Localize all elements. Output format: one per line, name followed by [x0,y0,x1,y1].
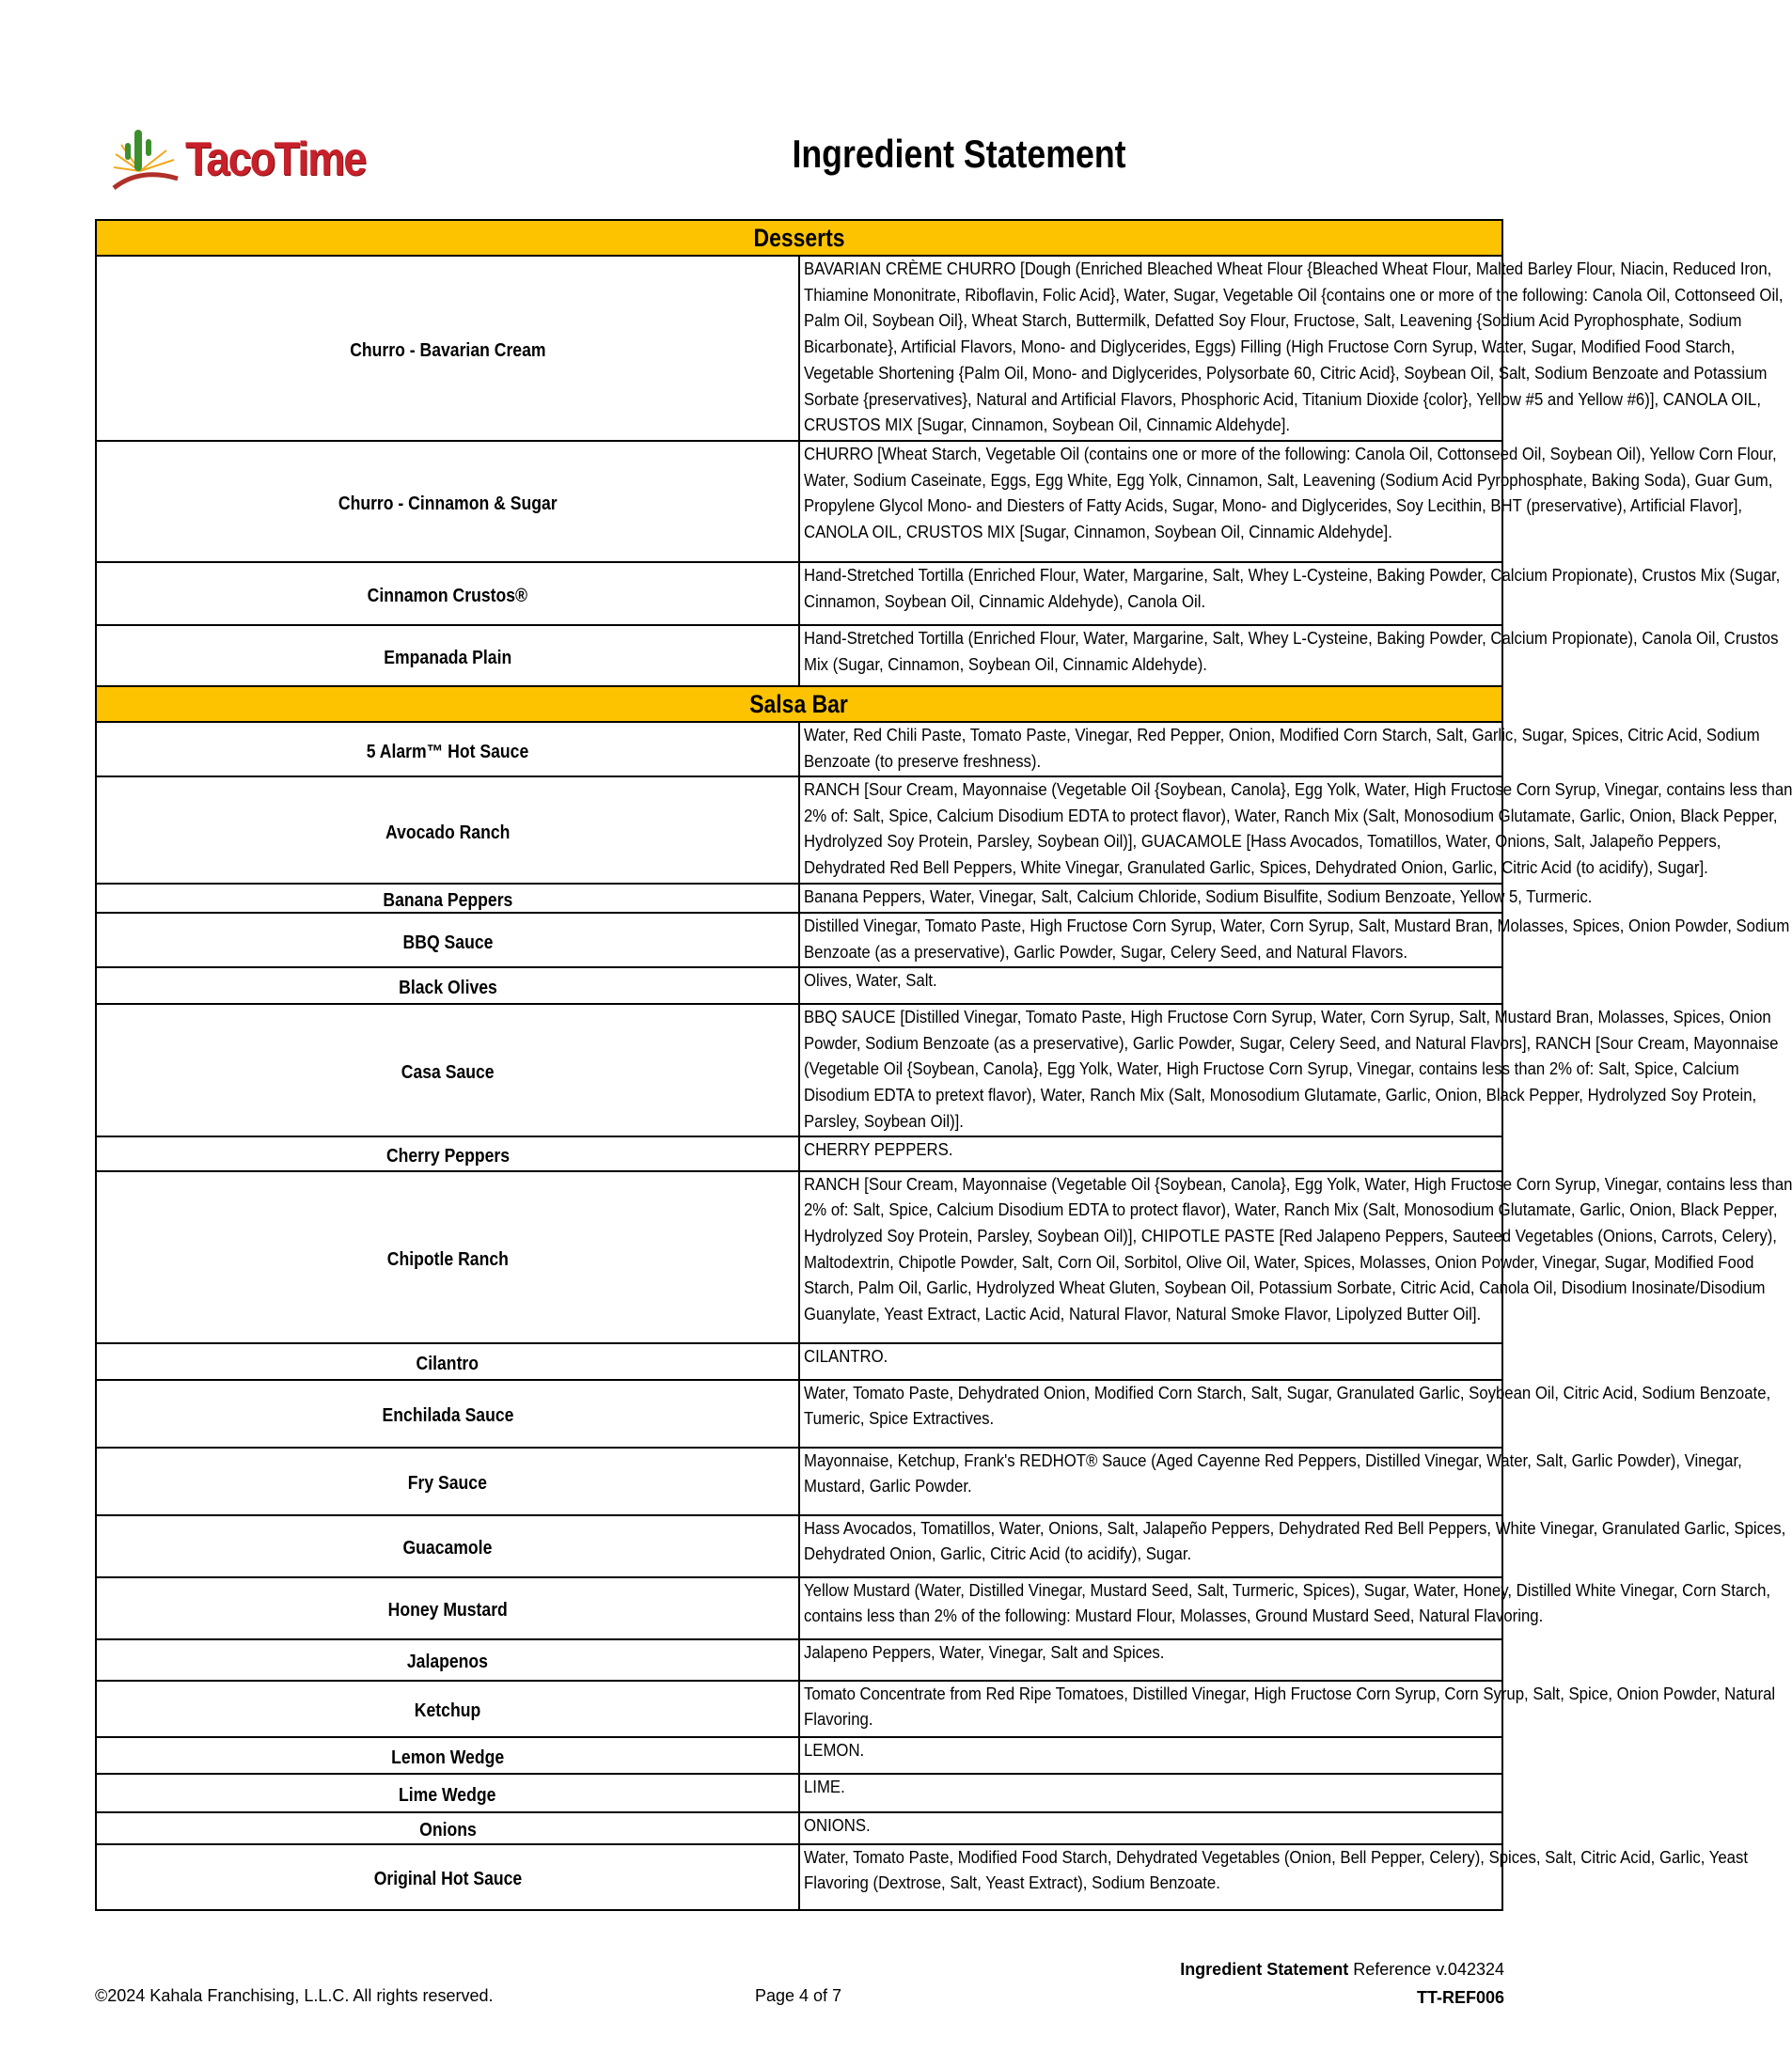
ingredients-line: Yellow Mustard (Water, Distilled Vinegar, Mustard Seed, Salt, Turmeric, Spices), Sugar, Water, Honey, Distilled White Vinegar, Corn Starch, [804,1580,1771,1600]
ingredients-line: CHURRO [Wheat Starch, Vegetable Oil (contains one or more of the following: Canola Oil, Cottonseed Oil, Soybean Oil), Yellow Corn Flour, [804,445,1777,463]
item-name: Cilantro [416,1353,479,1374]
reference-version: Reference v.042324 [1348,1960,1504,1979]
table-row [96,884,1502,913]
table-row [96,1171,1502,1343]
ingredients-line: Hass Avocados, Tomatillos, Water, Onions, Salt, Jalapeño Peppers, Dehydrated Red Bell Peppers, White Vinegar, Granulated Garlic, Spices, [804,1518,1786,1538]
ingredients-cell [799,722,1760,776]
ingredients-cell [799,1171,1792,1343]
table-row [96,1681,1502,1737]
table-row [96,625,1502,686]
item-name-cell [96,1343,799,1380]
ingredients-line: BAVARIAN CRÈME CHURRO [Dough (Enriched Bleached Wheat Flour {Bleached Wheat Flour, Malted Barley Flour, Niacin, Reduced Iron, [804,259,1772,278]
logo-text: TacoTime [185,133,366,185]
table-row [96,722,1502,776]
item-name-cell [96,1136,799,1171]
ingredients-line: RANCH [Sour Cream, Mayonnaise (Vegetable Oil {Soybean, Canola}, Egg Yolk, Water, High Fructose Corn Syrup, Vinegar, contains less than [804,1174,1792,1194]
ingredients-line: Dehydrated Onion, Garlic, Citric Acid (to acidify), Sugar. [804,1544,1192,1564]
ingredients-line: Disodium EDTA to pretext flavor), Water, Ranch Mix (Salt, Monosodium Glutamate, Garlic, Onion, Black Pepper, Hydrolyzed Soy Protein, [804,1086,1757,1105]
table-row [96,1448,1502,1515]
section-header [96,686,1502,722]
ingredients-cell [799,1812,1502,1844]
table-row [96,967,1502,1004]
ingredients-line: Dehydrated Red Bell Peppers, White Vinegar, Granulated Garlic, Spices, Dehydrated Onion, Garlic, Citric Acid (to acidify), Sugar]. [804,858,1708,878]
item-name: Black Olives [398,978,497,998]
ingredients-cell [799,1380,1771,1448]
table-row [96,1774,1502,1812]
ingredients-line: CANOLA OIL, CRUSTOS MIX [Sugar, Cinnamon, Soybean Oil, Cinnamic Aldehyde]. [804,523,1392,542]
reference-line [1180,1960,1504,1980]
item-name-cell [96,1171,799,1343]
ingredients-cell [799,562,1781,625]
section-header [96,220,1502,256]
ingredients-line: ONIONS. [804,1815,871,1835]
ingredients-line: Water, Tomato Paste, Dehydrated Onion, Modified Corn Starch, Salt, Sugar, Granulated Garlic, Soybean Oil, Citric Acid, Sodium Benzoate, [804,1383,1771,1402]
ingredients-cell [799,1343,1502,1380]
item-name-cell [96,1844,799,1910]
table-row [96,913,1502,967]
ingredients-line: Starch, Palm Oil, Garlic, Hydrolyzed Wheat Gluten, Soybean Oil, Potassium Sorbate, Citric Acid, Canola Oil, Disodium Inosinate/Disodium [804,1278,1766,1298]
ingredients-line: LIME. [804,1777,845,1796]
table-row [96,1136,1502,1171]
ingredients-line: Olives, Water, Salt. [804,971,937,990]
item-name: Cherry Peppers [385,1145,510,1167]
ingredients-cell [799,884,1593,913]
item-name: Enchilada Sauce [382,1405,513,1427]
item-name: Jalapenos [406,1652,489,1673]
ingredients-cell [799,1639,1502,1681]
ingredients-line: Flavoring. [804,1710,873,1730]
ingredients-cell [799,1774,1502,1812]
tacotime-logo [112,126,394,190]
ingredients-line: Tumeric, Spice Extractives. [804,1409,995,1429]
ingredients-line: LEMON. [804,1740,865,1760]
ingredients-cell [799,256,1784,441]
ingredients-line: Mustard, Garlic Powder. [804,1477,972,1496]
table-row [96,1515,1502,1577]
table-row [96,1004,1502,1136]
item-name: Original Hot Sauce [373,1869,522,1890]
table-row [96,776,1502,884]
ingredients-line: Hand-Stretched Tortilla (Enriched Flour, Water, Margarine, Salt, Whey L-Cysteine, Baking Powder, Calcium Propionate), Crustos Mix (Sugar, [804,566,1781,585]
section-title: Desserts [753,223,845,252]
item-name: Casa Sauce [401,1061,495,1083]
ingredients-line: Powder, Sodium Benzoate (as a preservative), Garlic Powder, Sugar, Celery Seed, and Natural Flavors], RANCH [Sour Cream, Mayonnaise [804,1033,1779,1053]
table-row [96,562,1502,625]
ingredients-line: Distilled Vinegar, Tomato Paste, High Fructose Corn Syrup, Water, Corn Syrup, Salt, Mustard Bran, Molasses, Spices, Onion Powder, Sodium [804,916,1790,935]
table-row [96,1844,1502,1910]
page-number: Page 4 of 7 [754,1986,842,2005]
ingredients-cell [799,1844,1748,1910]
copyright: ©2024 Kahala Franchising, L.L.C. All rights reserved. [95,1986,494,2005]
ingredients-cell [799,441,1777,562]
item-name-cell [96,1004,799,1136]
section-header-cell [96,686,1502,722]
ingredients-cell [799,1004,1779,1136]
ingredients-line: Cinnamon, Soybean Oil, Cinnamic Aldehyde), Canola Oil. [804,591,1206,611]
ingredients-line: Guanylate, Yeast Extract, Lactic Acid, Natural Flavor, Natural Smoke Flavor, Lipolyzed Butter Oil]. [804,1305,1482,1324]
item-name-cell [96,1774,799,1812]
item-name: Lime Wedge [399,1784,496,1806]
item-name-cell [96,256,799,441]
ingredients-line: Sorbate {preservatives}, Natural and Artificial Flavors, Phosphoric Acid, Titanium Dioxide {color}, Yellow #5 and Yellow #6)], CANOLA OIL, [804,389,1761,409]
ingredients-line: 2% of: Salt, Spice, Calcium Disodium EDTA to protect flavor), Water, Ranch Mix (Salt, Monosodium Glutamate, Garlic, Onion, Black Pepper, [804,1200,1778,1220]
table-row [96,256,1502,441]
ingredients-line: contains less than 2% of the following: Mustard Flour, Molasses, Ground Mustard Seed, Natural Flavoring. [804,1606,1544,1626]
ingredients-cell [799,1448,1742,1515]
section-header-cell [96,220,1502,256]
ingredients-line: Water, Sodium Caseinate, Eggs, Egg White, Egg Yolk, Cinnamon, Salt, Leavening (Sodium Acid Pyrophosphate, Baking Soda), Guar Gum, [804,470,1773,490]
ingredients-line: (Vegetable Oil {Soybean, Canola}, Egg Yolk, Water, High Fructose Corn Syrup, Vinegar, contains less than 2% of: Salt, Spice, Calcium [804,1059,1739,1079]
ingredients-line: Mix (Sugar, Cinnamon, Soybean Oil, Cinnamic Aldehyde). [804,654,1207,674]
reference-bold: Ingredient Statement [1180,1960,1349,1979]
item-name: Empanada Plain [384,648,511,668]
ingredients-line: Benzoate (to preserve freshness). [804,751,1042,771]
ingredients-line: Water, Tomato Paste, Modified Food Starch, Dehydrated Vegetables (Onion, Bell Pepper, Celery), Spices, Salt, Citric Acid, Garlic, Yeast [804,1847,1748,1867]
ingredients-cell [799,1136,1502,1171]
item-name-cell [96,1812,799,1844]
cactus-sun-icon [112,126,187,190]
item-name: 5 Alarm™ Hot Sauce [366,741,529,762]
item-name: BBQ Sauce [402,932,493,953]
ingredients-line: Tomato Concentrate from Red Ripe Tomatoes, Distilled Vinegar, High Fructose Corn Syrup, Corn Syrup, Salt, Spice, Onion Powder, Natural [804,1684,1776,1703]
ingredients-line: Mayonnaise, Ketchup, Frank's REDHOT® Sauce (Aged Cayenne Red Peppers, Distilled Vinegar, Water, Salt, Garlic Powder), Vinegar, [804,1450,1742,1470]
ingredients-line: 2% of: Salt, Spice, Calcium Disodium EDTA to protect flavor), Water, Ranch Mix (Salt, Monosodium Glutamate, Garlic, Onion, Black Pepper, [804,806,1778,825]
table-row [96,1343,1502,1380]
item-name-cell [96,1448,799,1515]
ingredients-cell [799,1577,1771,1639]
table-row [96,441,1502,562]
item-name-cell [96,441,799,562]
ingredients-line: Parsley, Soybean Oil)]. [804,1111,964,1131]
item-name: Lemon Wedge [391,1747,504,1768]
item-name-cell [96,1681,799,1737]
item-name: Guacamole [402,1538,493,1559]
ingredients-line: Hand-Stretched Tortilla (Enriched Flour, Water, Margarine, Salt, Whey L-Cysteine, Baking Powder, Calcium Propionate), Canola Oil, Crustos [804,629,1779,648]
item-name-cell [96,1639,799,1681]
item-name-cell [96,884,799,913]
item-name: Honey Mustard [387,1600,508,1622]
item-name: Chipotle Ranch [386,1248,509,1270]
item-name-cell [96,913,799,967]
ingredients-line: Propylene Glycol Mono- and Diesters of Fatty Acids, Sugar, Mono- and Diglycerides, Soy Lecithin, BHT (preservative), Artificial Flavor], [804,496,1742,516]
item-name: Onions [418,1820,477,1841]
ingredients-line: Maltodextrin, Chipotle Powder, Salt, Corn Oil, Sorbitol, Olive Oil, Water, Spices, Molasses, Onion Powder, Vinegar, Sugar, Modified Food [804,1252,1754,1272]
ingredient-table [95,219,1792,1911]
ingredients-line: Hydrolyzed Soy Protein, Parsley, Soybean Oil)], GUACAMOLE [Hass Avocados, Tomatillos, Water, Onions, Salt, Jalapeño Peppers, [804,832,1721,852]
ingredients-line: RANCH [Sour Cream, Mayonnaise (Vegetable Oil {Soybean, Canola}, Egg Yolk, Water, High Fructose Corn Syrup, Vinegar, contains less than [804,780,1792,799]
table-row [96,1639,1502,1681]
ingredients-line: CRUSTOS MIX [Sugar, Cinnamon, Soybean Oil, Cinnamic Aldehyde]. [804,415,1291,435]
item-name-cell [96,1380,799,1448]
table-row [96,1577,1502,1639]
ingredients-line: CILANTRO. [804,1346,888,1366]
ingredients-line: Palm Oil, Soybean Oil}, Wheat Starch, Buttermilk, Defatted Soy Flour, Fructose, Salt, Leavening {Sodium Acid Pyrophosphate, Sodium [804,311,1742,331]
document-code: TT-REF006 [1416,1988,1504,2007]
ingredients-line: CHERRY PEPPERS. [804,1139,953,1159]
page-title: Ingredient Statement [792,132,1126,176]
section-title: Salsa Bar [749,689,849,718]
item-name: Churro - Bavarian Cream [349,340,546,361]
ingredients-line: Thiamine Mononitrate, Riboflavin, Folic Acid}, Water, Sugar, Vegetable Oil {contains one or more of the following: Canola Oil, Cottonseed Oil, [804,285,1784,305]
ingredients-line: Bicarbonate}, Artificial Flavors, Mono- and Diglycerides, Eggs) Filling (High Fructose Corn Syrup, Water, Sugar, Modified Food Starch, [804,337,1736,357]
item-name-cell [96,1577,799,1639]
item-name-cell [96,1515,799,1577]
ingredients-line: Flavoring (Dextrose, Salt, Yeast Extract), Sodium Benzoate. [804,1873,1220,1893]
item-name-cell [96,625,799,686]
ingredients-line: Jalapeno Peppers, Water, Vinegar, Salt and Spices. [804,1642,1165,1662]
item-name: Cinnamon Crustos® [367,586,528,606]
ingredients-line: Vegetable Shortening {Palm Oil, Mono- and Diglycerides, Polysorbate 60, Citric Acid}, Soybean Oil, Salt, Sodium Benzoate and Potassium [804,363,1768,383]
ingredients-line: BBQ SAUCE [Distilled Vinegar, Tomato Paste, High Fructose Corn Syrup, Water, Corn Syrup, Salt, Mustard Bran, Molasses, Spices, Onion [804,1008,1771,1026]
item-name: Avocado Ranch [385,822,511,843]
item-name: Churro - Cinnamon & Sugar [338,494,558,514]
ingredients-cell [799,1681,1776,1737]
item-name-cell [96,1737,799,1774]
item-name: Fry Sauce [407,1473,488,1495]
ingredients-line: Benzoate (as a preservative), Garlic Powder, Sugar, Celery Seed, and Natural Flavors. [804,942,1408,962]
ingredients-line: Banana Peppers, Water, Vinegar, Salt, Calcium Chloride, Sodium Bisulfite, Sodium Benzoate, Yellow 5, Turmeric. [804,887,1593,906]
item-name-cell [96,967,799,1004]
table-row [96,1812,1502,1844]
table-row [96,1737,1502,1774]
item-name-cell [96,562,799,625]
ingredients-line: Hydrolyzed Soy Protein, Parsley, Soybean Oil)], CHIPOTLE PASTE [Red Jalapeno Peppers, Sauteed Vegetables (Onions, Carrots, Celery), [804,1226,1777,1246]
ingredients-cell [799,967,1502,1004]
item-name-cell [96,776,799,884]
item-name: Ketchup [414,1700,481,1722]
table-row [96,1380,1502,1448]
ingredients-cell [799,776,1792,884]
ingredients-cell [799,1737,1502,1774]
ingredients-cell [799,913,1790,967]
item-name: Banana Peppers [383,890,512,911]
ingredients-cell [799,1515,1786,1577]
ingredients-line: Water, Red Chili Paste, Tomato Paste, Vinegar, Red Pepper, Onion, Modified Corn Starch, Salt, Garlic, Sugar, Spices, Citric Acid, Sodium [804,726,1760,744]
ingredients-cell [799,625,1779,686]
item-name-cell [96,722,799,776]
